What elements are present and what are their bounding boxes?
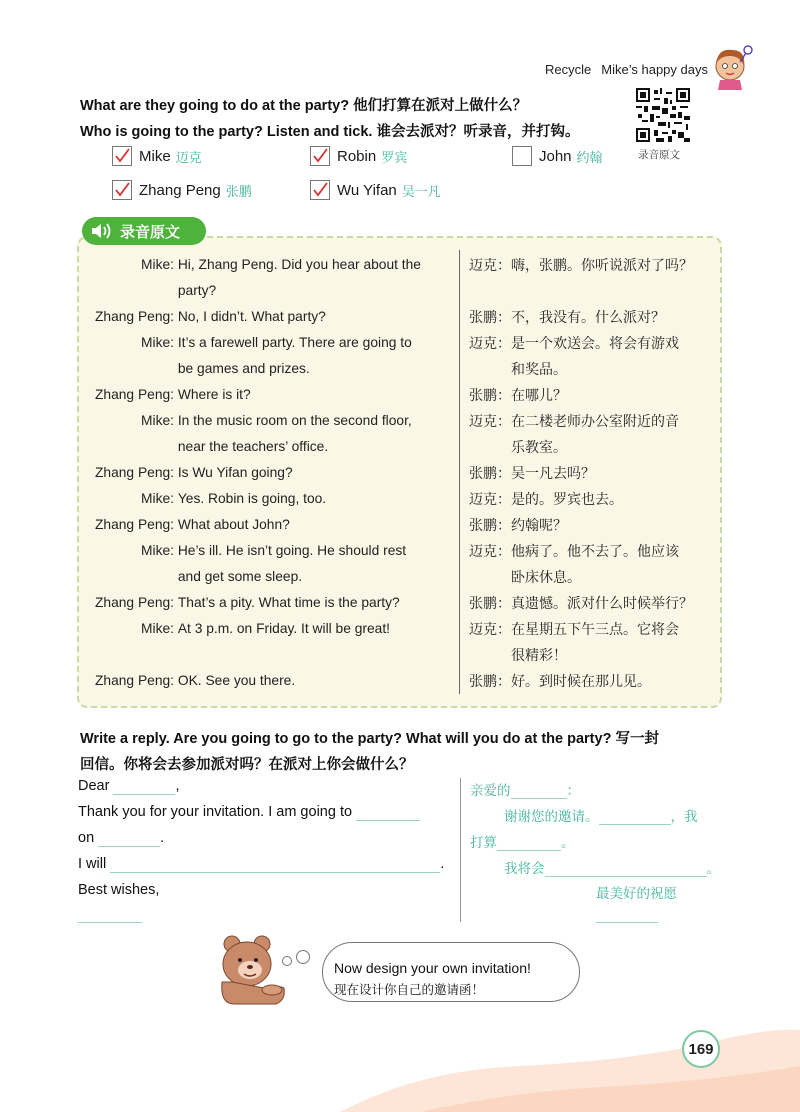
line-text: 在二楼老师办公室附近的音 — [511, 413, 679, 429]
checklist-name: Robin — [337, 147, 377, 165]
checkbox[interactable] — [310, 146, 330, 166]
checklist-name: Zhang Peng — [139, 181, 221, 199]
signature-blank[interactable] — [78, 922, 142, 923]
transcript-chinese — [469, 252, 719, 694]
transcript-line — [84, 252, 454, 278]
checkbox[interactable] — [112, 146, 132, 166]
checklist-item-wu-yifan[interactable] — [310, 180, 441, 200]
instruction-line-2: Who is going to the party? Listen and tick. 谁会去派对？听录音，并打钩。 — [80, 124, 580, 140]
checklist-name-cn: 罗宾 — [381, 149, 408, 165]
transcript-line — [84, 512, 454, 538]
line-text: Hi, Zhang Peng. Did you hear about the — [177, 257, 421, 272]
header-title: Mike’s happy days — [601, 62, 708, 77]
checkmark-icon — [311, 181, 329, 199]
cn-plan-period: 。 — [561, 835, 575, 850]
checkbox[interactable] — [112, 180, 132, 200]
speaker-label: 迈克： — [469, 335, 511, 351]
letter-cn-thanks-line — [504, 805, 698, 825]
letter-on-line — [78, 830, 164, 847]
speaker-label: 张鹏： — [469, 673, 511, 689]
checkmark-icon — [113, 181, 131, 199]
checklist-item-zhang-peng[interactable] — [112, 180, 252, 200]
speaker-label: Zhang Peng: — [94, 309, 174, 324]
transcript-line — [84, 434, 454, 460]
speaker-icon — [90, 221, 114, 241]
transcript-line — [469, 538, 719, 564]
on-period: . — [160, 830, 165, 846]
transcript-line — [84, 304, 454, 330]
checkbox[interactable] — [512, 146, 532, 166]
transcript-tag-label: 录音原文 — [120, 223, 181, 241]
will-label: I will — [78, 856, 107, 872]
line-text: In the music room on the second floor, — [177, 413, 412, 428]
letter-cn-plan-line — [470, 831, 575, 851]
transcript-line — [469, 330, 719, 356]
reply-instruction-1: Write a reply. Are you going to go to the party? What will you do at the party? 写一封 — [80, 731, 659, 747]
on-label: on — [78, 830, 95, 846]
transcript-line — [469, 434, 719, 460]
transcript-divider — [459, 250, 460, 694]
speaker-label: Zhang Peng: — [94, 517, 174, 532]
speaker-label: 迈克： — [469, 543, 511, 559]
letter-cn-will-line — [504, 857, 720, 877]
letter-cn-dear-line — [470, 779, 580, 799]
line-text: Yes. Robin is going, too. — [177, 491, 327, 506]
speaker-label: 迈克： — [469, 413, 511, 429]
transcript-line — [469, 512, 719, 538]
transcript-line — [469, 486, 719, 512]
on-blank[interactable] — [98, 830, 160, 847]
transcript-line — [84, 590, 454, 616]
thanks-text: Thank you for your invitation. I am going to — [78, 804, 353, 820]
letter-will-line — [78, 856, 444, 873]
line-text: Is Wu Yifan going? — [177, 465, 293, 480]
checklist-name: Mike — [139, 147, 171, 165]
speaker-label: 张鹏： — [469, 517, 511, 533]
transcript-line — [84, 642, 454, 668]
dear-label: Dear — [78, 778, 110, 794]
checklist-name: John — [539, 147, 572, 165]
transcript-line — [84, 356, 454, 382]
line-text: 真遗憾。派对什么时候举行？ — [511, 595, 693, 611]
cn-dear-label: 亲爱的 — [470, 783, 511, 798]
checklist-name-cn: 迈克 — [175, 149, 202, 165]
instruction-line-1: What are they going to do at the party? 他们打算在派对上做什么？ — [80, 98, 528, 114]
transcript-line — [469, 304, 719, 330]
cn-will-period: 。 — [706, 861, 720, 876]
checkmark-icon — [113, 147, 131, 165]
line-text: 是一个欢送会。将会有游戏 — [511, 335, 679, 351]
transcript-line — [84, 668, 454, 694]
dear-blank[interactable] — [113, 778, 175, 795]
checkmark-icon — [311, 147, 329, 165]
speaker-label: 迈克： — [469, 491, 511, 507]
line-text: It’s a farewell party. There are going to — [177, 335, 412, 350]
page-number: 169 — [682, 1030, 720, 1068]
transcript-line — [469, 408, 719, 434]
line-text: 乐教室。 — [511, 439, 567, 455]
transcript-line — [469, 252, 719, 278]
line-text: be games and prizes. — [177, 361, 310, 376]
bear-mascot-icon — [214, 934, 296, 1006]
speaker-label: Mike: — [141, 413, 174, 428]
line-text — [178, 642, 454, 668]
speaker-label: 张鹏： — [469, 595, 511, 611]
line-text: 和奖品。 — [511, 361, 567, 377]
line-text: 不，我没有。什么派对？ — [511, 309, 665, 325]
transcript-line — [469, 590, 719, 616]
transcript-line — [469, 668, 719, 694]
line-text: 在星期五下午三点。它将会 — [511, 621, 679, 637]
line-text: He’s ill. He isn’t going. He should rest — [177, 543, 407, 558]
transcript-line — [84, 460, 454, 486]
footer-wave-decoration — [0, 1000, 800, 1112]
checklist-name-cn: 吴一凡 — [401, 183, 441, 199]
letter-cn-wishes: 最美好的祝愿 — [596, 886, 677, 901]
dear-comma: , — [175, 778, 180, 794]
header-breadcrumb — [535, 62, 708, 77]
cn-plan-label: 打算 — [470, 835, 497, 850]
cn-thanks-text: 谢谢您的邀请。 — [504, 809, 599, 824]
cn-signature-blank[interactable] — [596, 922, 658, 923]
bubble-text-en: Now design your own invitation! — [334, 960, 531, 976]
cn-will-label: 我将会 — [504, 861, 545, 876]
transcript-line — [469, 460, 719, 486]
line-text: That’s a pity. What time is the party? — [177, 595, 400, 610]
cn-thanks-blank[interactable] — [599, 809, 671, 825]
speaker-label: Zhang Peng: — [94, 595, 174, 610]
line-text: OK. See you there. — [177, 673, 296, 688]
line-text: 约翰呢？ — [511, 517, 567, 533]
line-text: party? — [177, 283, 217, 298]
line-text: Where is it? — [177, 387, 251, 402]
checklist-name-cn: 约翰 — [576, 149, 603, 165]
bubble-dot-small — [282, 956, 292, 966]
will-period: . — [440, 856, 445, 872]
transcript-line — [469, 616, 719, 642]
transcript-line — [84, 564, 454, 590]
transcript-line — [469, 642, 719, 668]
line-text: near the teachers’ office. — [177, 439, 329, 454]
speaker-label: Zhang Peng: — [94, 465, 174, 480]
header-section: Recycle — [545, 62, 592, 77]
line-text: What about John? — [177, 517, 290, 532]
transcript-line — [469, 564, 719, 590]
line-text: At 3 p.m. on Friday. It will be great! — [177, 621, 390, 636]
mascot-girl-icon — [710, 42, 754, 92]
speaker-label: Zhang Peng: — [94, 673, 174, 688]
speaker-label: Mike: — [141, 543, 174, 558]
transcript-line — [84, 616, 454, 642]
qr-caption: 录音原文 — [638, 149, 680, 161]
transcript-line — [84, 486, 454, 512]
transcript-english — [84, 252, 454, 694]
speaker-label: Mike: — [141, 621, 174, 636]
letter-thanks-line — [78, 804, 420, 821]
transcript-line — [469, 382, 719, 408]
transcript-line — [84, 382, 454, 408]
line-text: 吴一凡去吗？ — [511, 465, 595, 481]
checklist-name-cn: 张鹏 — [225, 183, 252, 199]
line-text: No, I didn’t. What party? — [177, 309, 326, 324]
line-text: 卧床休息。 — [511, 569, 581, 585]
thanks-blank[interactable] — [356, 804, 420, 821]
checklist-item-john[interactable] — [512, 146, 603, 166]
cn-thanks-suffix: ，我 — [670, 809, 698, 824]
will-blank[interactable] — [110, 856, 440, 873]
checklist-item-robin[interactable] — [310, 146, 407, 166]
speaker-label: Mike: — [141, 335, 174, 350]
transcript-line — [469, 278, 719, 304]
qr-code-icon[interactable] — [636, 88, 690, 142]
checklist-item-mike[interactable] — [112, 146, 202, 166]
speaker-label: 迈克： — [469, 257, 511, 273]
transcript-line — [84, 278, 454, 304]
checklist-name: Wu Yifan — [337, 181, 397, 199]
line-text: 他病了。他不去了。他应该 — [511, 543, 679, 559]
transcript-line — [84, 538, 454, 564]
letter-dear-line — [78, 778, 180, 795]
speaker-label: 张鹏： — [469, 387, 511, 403]
speaker-label: 迈克： — [469, 621, 511, 637]
speaker-label: Zhang Peng: — [94, 387, 174, 402]
line-text: 很精彩！ — [511, 647, 567, 663]
line-text: and get some sleep. — [177, 569, 303, 584]
speaker-label: Mike: — [141, 491, 174, 506]
speaker-label: Mike: — [141, 257, 174, 272]
transcript-line — [84, 330, 454, 356]
reply-instruction-2: 回信。你将会去参加派对吗？在派对上你会做什么？ — [80, 757, 414, 773]
bubble-text-cn: 现在设计你自己的邀请函！ — [334, 983, 485, 997]
letter-wishes-line: Best wishes, — [78, 882, 160, 898]
speaker-label: 张鹏： — [469, 309, 511, 325]
checkbox[interactable] — [310, 180, 330, 200]
cn-plan-blank[interactable] — [497, 835, 561, 851]
line-text: 好。到时候在那儿见。 — [511, 673, 651, 689]
transcript-tag[interactable] — [82, 217, 206, 245]
bubble-dot-medium — [296, 950, 310, 964]
line-text: 是的。罗宾也去。 — [511, 491, 623, 507]
speaker-label: 张鹏： — [469, 465, 511, 481]
cn-dear-blank[interactable] — [511, 783, 567, 799]
transcript-line — [84, 408, 454, 434]
cn-will-blank[interactable] — [545, 861, 707, 877]
transcript-line — [469, 356, 719, 382]
line-text: 在哪儿？ — [511, 387, 567, 403]
letter-divider — [460, 778, 461, 922]
line-text: 嗨，张鹏。你听说派对了吗？ — [511, 257, 693, 273]
cn-dear-colon: ： — [566, 783, 580, 798]
